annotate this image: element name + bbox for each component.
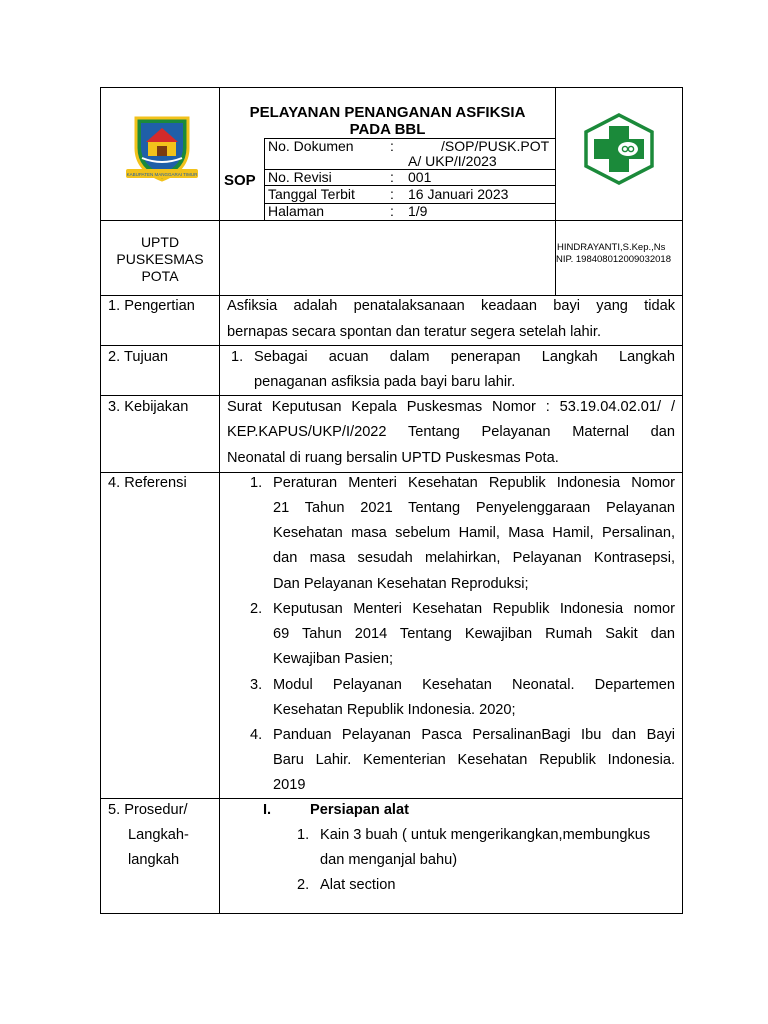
referensi-number: 1.	[250, 475, 263, 491]
referensi-text: Dan Pelayanan Kesehatan Reproduksi;	[273, 576, 529, 592]
org-line: POTA	[141, 268, 179, 284]
prosedur-item-text: dan menganjal bahu)	[320, 852, 458, 868]
field-colon: :	[390, 203, 394, 219]
section-label-kebijakan: 3. Kebijakan	[108, 399, 189, 415]
prosedur-item-number: 1.	[297, 827, 310, 843]
referensi-number: 3.	[250, 677, 263, 693]
kebijakan-text: Surat Keputusan Kepala Puskesmas Nomor : 53.19.04.02.01/ /	[227, 399, 675, 415]
field-value-tanggal-terbit: 16 Januari 2023	[408, 186, 509, 202]
section-label-referensi: 4. Referensi	[108, 475, 187, 491]
field-label-no-revisi: No. Revisi	[268, 169, 332, 185]
organization-name	[101, 234, 219, 285]
tujuan-text: penaganan asfiksia pada bayi baru lahir.	[254, 374, 516, 390]
referensi-number: 4.	[250, 727, 263, 743]
field-label-no-dokumen: No. Dokumen	[268, 138, 354, 154]
field-label-halaman: Halaman	[268, 203, 325, 219]
field-value-no-revisi: 001	[408, 169, 432, 185]
signatory-name: HINDRAYANTI,S.Kep.,Ns	[557, 242, 666, 253]
field-colon: :	[390, 186, 394, 202]
signatory-nip: NIP. 198408012009032018	[556, 254, 671, 265]
field-colon: :	[390, 169, 394, 185]
tujuan-text: Sebagai acuan dalam penerapan Langkah Langkah	[254, 349, 675, 365]
section-label-prosedur: langkah	[128, 852, 180, 868]
referensi-text: Baru Lahir. Kementerian Kesehatan Republik Indonesia.	[273, 752, 675, 768]
pengertian-text: Asfiksia adalah penatalaksanaan keadaan bayi yang tidak	[227, 298, 675, 314]
org-line: UPTD	[140, 234, 180, 250]
field-label-tanggal-terbit: Tanggal Terbit	[268, 186, 355, 202]
referensi-text: Kewajiban Pasien;	[273, 651, 394, 667]
emblem-ribbon-text: KABUPATEN MANGGARAI TIMUR	[126, 172, 198, 177]
referensi-text: Panduan Pelayanan Pasca PersalinanBagi Ibu dan Bayi	[273, 727, 675, 743]
referensi-text: 69 Tahun 2014 Tentang Kewajiban Rumah Sakit dan	[273, 626, 675, 642]
pengertian-text: bernapas secara spontan dan teratur segera setelah lahir.	[227, 324, 602, 340]
referensi-number: 2.	[250, 601, 263, 617]
document-title	[220, 104, 555, 138]
kebijakan-text: Neonatal di ruang bersalin UPTD Puskesmas Pota.	[227, 450, 559, 466]
field-value-no-dokumen-cont: A/ UKP/I/2023	[408, 153, 497, 169]
field-value-halaman: 1/9	[408, 203, 428, 219]
section-label-tujuan: 2. Tujuan	[108, 349, 169, 365]
field-colon: :	[390, 138, 394, 154]
referensi-text: 2019	[273, 777, 306, 793]
referensi-text: Modul Pelayanan Kesehatan Neonatal. Departemen	[273, 677, 675, 693]
referensi-text: Kesehatan masa sebelum Hamil, Masa Hamil, Persalinan,	[273, 525, 675, 541]
org-line: PUSKESMAS	[116, 251, 204, 267]
section-label-prosedur: 5. Prosedur/	[108, 802, 188, 818]
title-line-1: PELAYANAN PENANGANAN ASFIKSIA	[249, 104, 526, 121]
prosedur-item-number: 2.	[297, 877, 310, 893]
prosedur-heading-number: I.	[263, 802, 272, 818]
referensi-text: Peraturan Menteri Kesehatan Republik Indonesia Nomor	[273, 475, 675, 491]
referensi-text: Kesehatan Republik Indonesia. 2020;	[273, 702, 516, 718]
referensi-text: 21 Tahun 2021 Tentang Penyelenggaraan Pelayanan	[273, 500, 675, 516]
sop-label: SOP	[224, 172, 256, 189]
title-line-2: PADA BBL	[349, 121, 426, 138]
section-label-pengertian: 1. Pengertian	[108, 298, 195, 314]
kebijakan-text: KEP.KAPUS/UKP/I/2022 Tentang Pelayanan Maternal dan	[227, 424, 675, 440]
prosedur-heading: Persiapan alat	[310, 802, 409, 818]
prosedur-item-text: Alat section	[320, 877, 396, 893]
section-label-prosedur: Langkah-	[128, 827, 189, 843]
prosedur-item-text: Kain 3 buah ( untuk mengerikangkan,membungkus	[320, 827, 651, 843]
puskesmas-logo	[582, 113, 656, 185]
referensi-text: Keputusan Menteri Kesehatan Republik Indonesia nomor	[273, 601, 675, 617]
regency-emblem-logo	[126, 114, 198, 182]
referensi-text: dan masa sesudah melahirkan, Pelayanan Kontrasepsi,	[273, 550, 675, 566]
field-value-no-dokumen: /SOP/PUSK.POT	[441, 138, 550, 154]
tujuan-number: 1.	[231, 349, 244, 365]
